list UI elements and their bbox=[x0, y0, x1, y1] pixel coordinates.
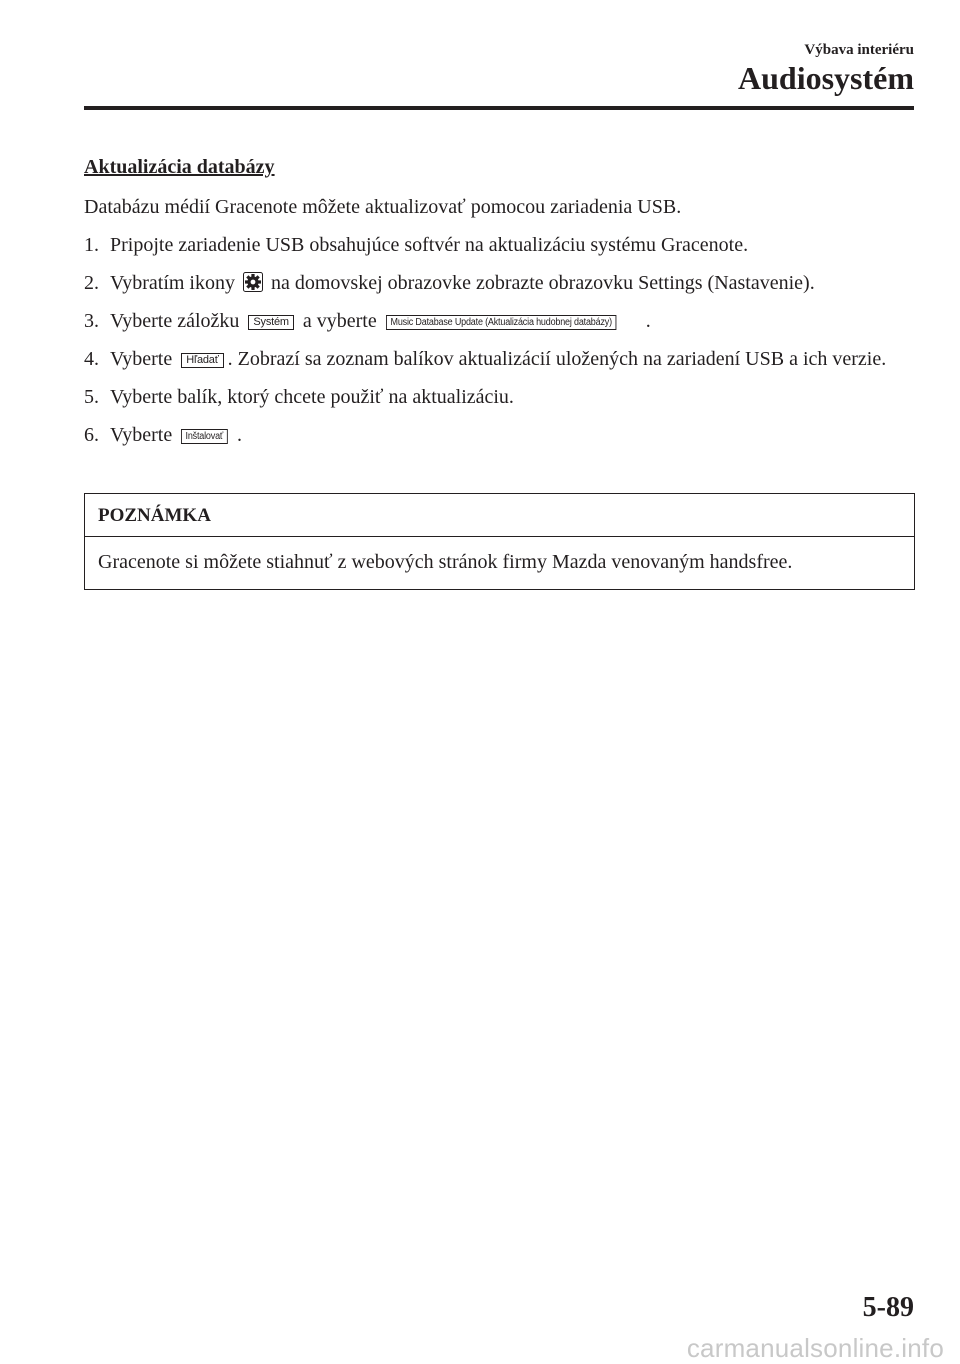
note-title: POZNÁMKA bbox=[85, 494, 914, 537]
step-4 bbox=[84, 346, 914, 372]
step-text-mid: a vyberte bbox=[302, 310, 377, 332]
step-text-post: . bbox=[236, 424, 242, 446]
step-text-post: . Zobrazí sa zoznam balíkov aktualizácií uložených na zariadení USB a ich verzie. bbox=[227, 348, 887, 370]
gear-icon bbox=[243, 272, 263, 292]
note-body: Gracenote si môžete stiahnuť z webových stránok firmy Mazda venovaným handsfree. bbox=[98, 551, 793, 573]
system-tab-button[interactable]: Systém bbox=[248, 315, 293, 330]
steps-list bbox=[84, 232, 914, 448]
step-3 bbox=[84, 308, 914, 334]
step-text: Vyberte balík, ktorý chcete použiť na aktualizáciu. bbox=[110, 386, 514, 408]
step-number: 1. bbox=[84, 234, 99, 256]
step-number: 3. bbox=[84, 310, 99, 332]
section-heading: Aktualizácia databázy bbox=[84, 156, 275, 178]
step-number: 5. bbox=[84, 386, 99, 408]
step-text-pre: Vyberte bbox=[110, 348, 173, 370]
step-1 bbox=[84, 232, 914, 258]
step-2 bbox=[84, 270, 914, 296]
page-title: Audiosystém bbox=[737, 60, 914, 96]
step-text-post: . bbox=[645, 310, 651, 332]
header-rule bbox=[84, 106, 914, 110]
install-button[interactable]: Inštalovať bbox=[181, 429, 228, 444]
step-text: Pripojte zariadenie USB obsahujúce softvér na aktualizáciu systému Gracenote. bbox=[110, 234, 749, 256]
music-database-update-button[interactable]: Music Database Update (Aktualizácia hudobnej databázy) bbox=[386, 315, 616, 330]
header-section-label: Výbava interiéru bbox=[804, 42, 914, 58]
main-content bbox=[84, 154, 914, 460]
search-button[interactable]: Hľadať bbox=[181, 353, 223, 368]
step-text-pre: Vyberte záložku bbox=[110, 310, 240, 332]
watermark: carmanualsonline.info bbox=[686, 1333, 944, 1363]
step-number: 6. bbox=[84, 424, 99, 446]
note-box bbox=[84, 493, 915, 590]
step-5 bbox=[84, 384, 914, 410]
step-text-pre: Vybratím ikony bbox=[110, 272, 235, 294]
page-number: 5-89 bbox=[862, 1292, 914, 1323]
step-number: 4. bbox=[84, 348, 99, 370]
intro-paragraph: Databázu médií Gracenote môžete aktualizovať pomocou zariadenia USB. bbox=[84, 196, 682, 218]
step-6 bbox=[84, 422, 914, 448]
step-number: 2. bbox=[84, 272, 99, 294]
step-text-pre: Vyberte bbox=[110, 424, 173, 446]
step-text-post: na domovskej obrazovke zobrazte obrazovku Settings (Nastavenie). bbox=[271, 272, 815, 294]
